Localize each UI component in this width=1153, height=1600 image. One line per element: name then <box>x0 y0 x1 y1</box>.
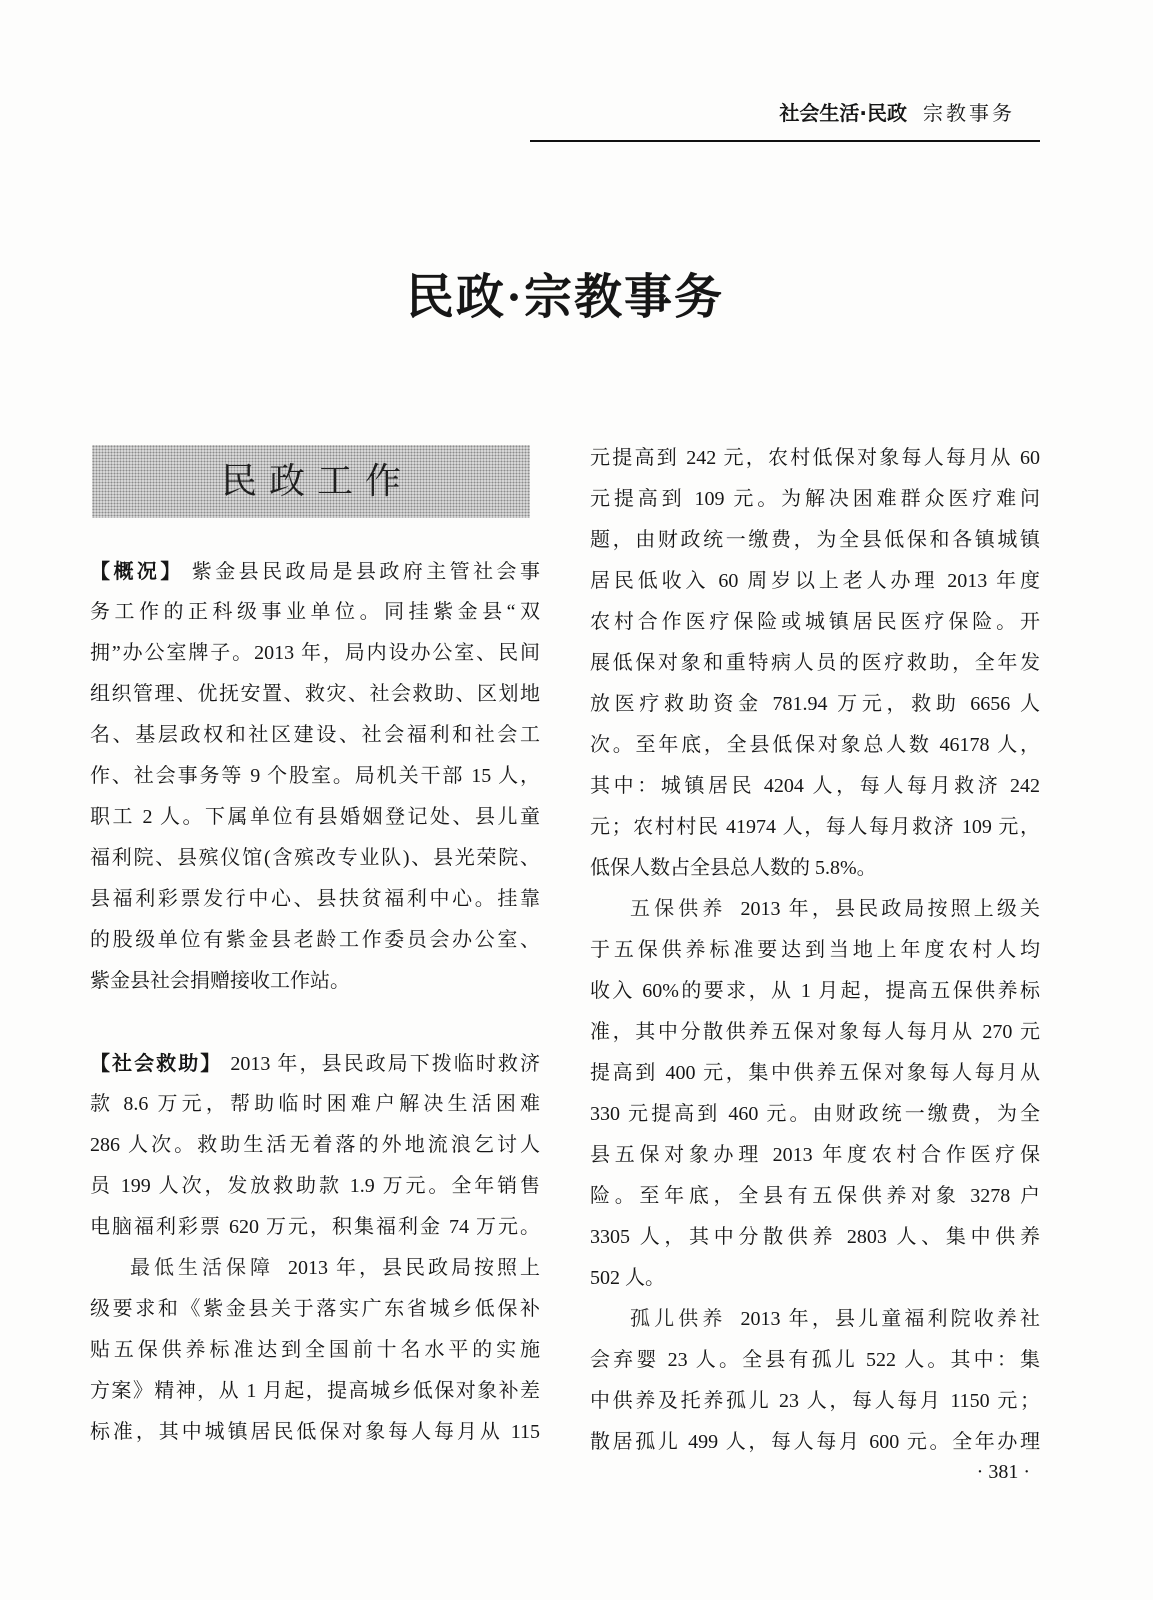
text-line: 务工作的正科级事业单位。同挂紫金县“双 <box>90 601 540 623</box>
line-text: 2013 年，县民政局按照上 <box>288 1257 540 1279</box>
paragraph-minimum-living-security <box>90 1248 540 1453</box>
paragraph-social-assistance <box>90 1043 540 1248</box>
text-line: 收入 60%的要求，从 1 月起，提高五保供养标 <box>590 980 1040 1002</box>
paragraph-label: 五保供养 <box>630 898 727 920</box>
paragraph-label: 最低生活保障 <box>130 1257 274 1279</box>
text-line: 组织管理、优抚安置、救灾、社会救助、区划地 <box>90 683 540 705</box>
text-line: 险。至年底，全县有五保供养对象 3278 户 <box>590 1185 1040 1207</box>
text-line: 其中：城镇居民 4204 人，每人每月救济 242 <box>590 775 1040 797</box>
text-line: 县五保对象办理 2013 年度农村合作医疗保 <box>590 1144 1040 1166</box>
text-line: 紫金县社会捐赠接收工作站。 <box>90 970 350 992</box>
left-column <box>90 551 540 1453</box>
text-line: 元；农村村民 41974 人，每人每月救济 109 元， <box>590 816 1040 838</box>
text-line: 员 199 人次，发放救助款 1.9 万元。全年销售 <box>90 1175 540 1197</box>
text-line: 286 人次。救助生活无着落的外地流浪乞讨人 <box>90 1134 540 1156</box>
line-text: 紫金县民政局是县政府主管社会事 <box>191 561 541 583</box>
paragraph-orphan-support <box>590 1299 1040 1463</box>
text-line: 作、社会事务等 9 个股室。局机关干部 15 人， <box>90 765 540 787</box>
text-line <box>90 551 540 592</box>
section-heading: 民政工作 <box>220 460 413 502</box>
text-line <box>590 889 1040 930</box>
running-header-section: 社会生活·民政 <box>779 101 907 125</box>
text-line: 县福利彩票发行中心、县扶贫福利中心。挂靠 <box>90 888 540 910</box>
paragraph-label: 孤儿供养 <box>630 1308 727 1330</box>
line-text: 2013 年，县民政局下拨临时救济 <box>230 1053 541 1075</box>
text-line: 贴五保供养标准达到全国前十名水平的实施 <box>90 1339 540 1361</box>
paragraph-label: 【社会救助】 <box>90 1051 223 1075</box>
text-line <box>590 1299 1040 1340</box>
text-line: 职工 2 人。下属单位有县婚姻登记处、县儿童 <box>90 806 540 828</box>
header-rule <box>530 140 1040 142</box>
text-line: 的股级单位有紫金县老龄工作委员会办公室、 <box>90 929 540 951</box>
text-line: 农村合作医疗保险或城镇居民医疗保险。开 <box>590 611 1040 633</box>
section-heading-box <box>92 445 530 518</box>
text-line: 福利院、县殡仪馆(含殡改专业队)、县光荣院、 <box>90 847 540 869</box>
text-line: 名、基层政权和社区建设、社会福利和社会工 <box>90 724 540 746</box>
text-line: 会弃婴 23 人。全县有孤儿 522 人。其中：集 <box>590 1349 1040 1371</box>
paragraph-label: 【概况】 <box>90 559 184 583</box>
text-line: 元提高到 109 元。为解决困难群众医疗难问 <box>590 488 1040 510</box>
text-line: 方案》精神，从 1 月起，提高城乡低保对象补差 <box>90 1380 540 1402</box>
text-line: 拥”办公室牌子。2013 年，局内设办公室、民间 <box>90 642 540 664</box>
running-header <box>779 100 1015 127</box>
text-line: 展低保对象和重特病人员的医疗救助，全年发 <box>590 652 1040 674</box>
line-text: 2013 年，县儿童福利院收养社 <box>740 1308 1041 1330</box>
running-header-topic: 宗教事务 <box>923 103 1015 125</box>
text-line: 居民低收入 60 周岁以上老人办理 2013 年度 <box>590 570 1040 592</box>
text-line: 元提高到 242 元，农村低保对象每人每月从 60 <box>590 447 1040 469</box>
text-line: 低保人数占全县总人数的 5.8%。 <box>590 857 877 879</box>
paragraph-five-guarantees <box>590 889 1040 1299</box>
text-line: 3305 人，其中分散供养 2803 人、集中供养 <box>590 1226 1040 1248</box>
text-line: 款 8.6 万元，帮助临时困难户解决生活困难 <box>90 1093 540 1115</box>
text-line: 散居孤儿 499 人，每人每月 600 元。全年办理 <box>590 1431 1040 1453</box>
paragraph-overview <box>90 551 540 1002</box>
text-line: 于五保供养标准要达到当地上年度农村人均 <box>590 939 1040 961</box>
text-line: 放医疗救助资金 781.94 万元，救助 6656 人 <box>590 693 1040 715</box>
text-line: 电脑福利彩票 620 万元，积集福利金 74 万元。 <box>90 1216 540 1238</box>
text-line <box>90 1043 540 1084</box>
text-line: 准，其中分散供养五保对象每人每月从 270 元 <box>590 1021 1040 1043</box>
text-line: 330 元提高到 460 元。由财政统一缴费，为全 <box>590 1103 1040 1125</box>
paragraph-minimum-living-security-continued <box>590 438 1040 889</box>
text-line: 标准，其中城镇居民低保对象每人每月从 115 <box>90 1421 540 1443</box>
page-number: · 381 · <box>976 1461 1030 1483</box>
text-line: 502 人。 <box>590 1267 665 1289</box>
line-text: 2013 年，县民政局按照上级关 <box>740 898 1041 920</box>
text-line <box>90 1248 540 1289</box>
text-line: 级要求和《紫金县关于落实广东省城乡低保补 <box>90 1298 540 1320</box>
right-column <box>590 438 1040 1463</box>
text-line: 提高到 400 元，集中供养五保对象每人每月从 <box>590 1062 1040 1084</box>
text-line: 中供养及托养孤儿 23 人，每人每月 1150 元； <box>590 1390 1040 1412</box>
chapter-title: 民政·宗教事务 <box>405 271 724 324</box>
text-line: 次。至年底，全县低保对象总人数 46178 人， <box>590 734 1040 756</box>
text-line: 题，由财政统一缴费，为全县低保和各镇城镇 <box>590 529 1040 551</box>
